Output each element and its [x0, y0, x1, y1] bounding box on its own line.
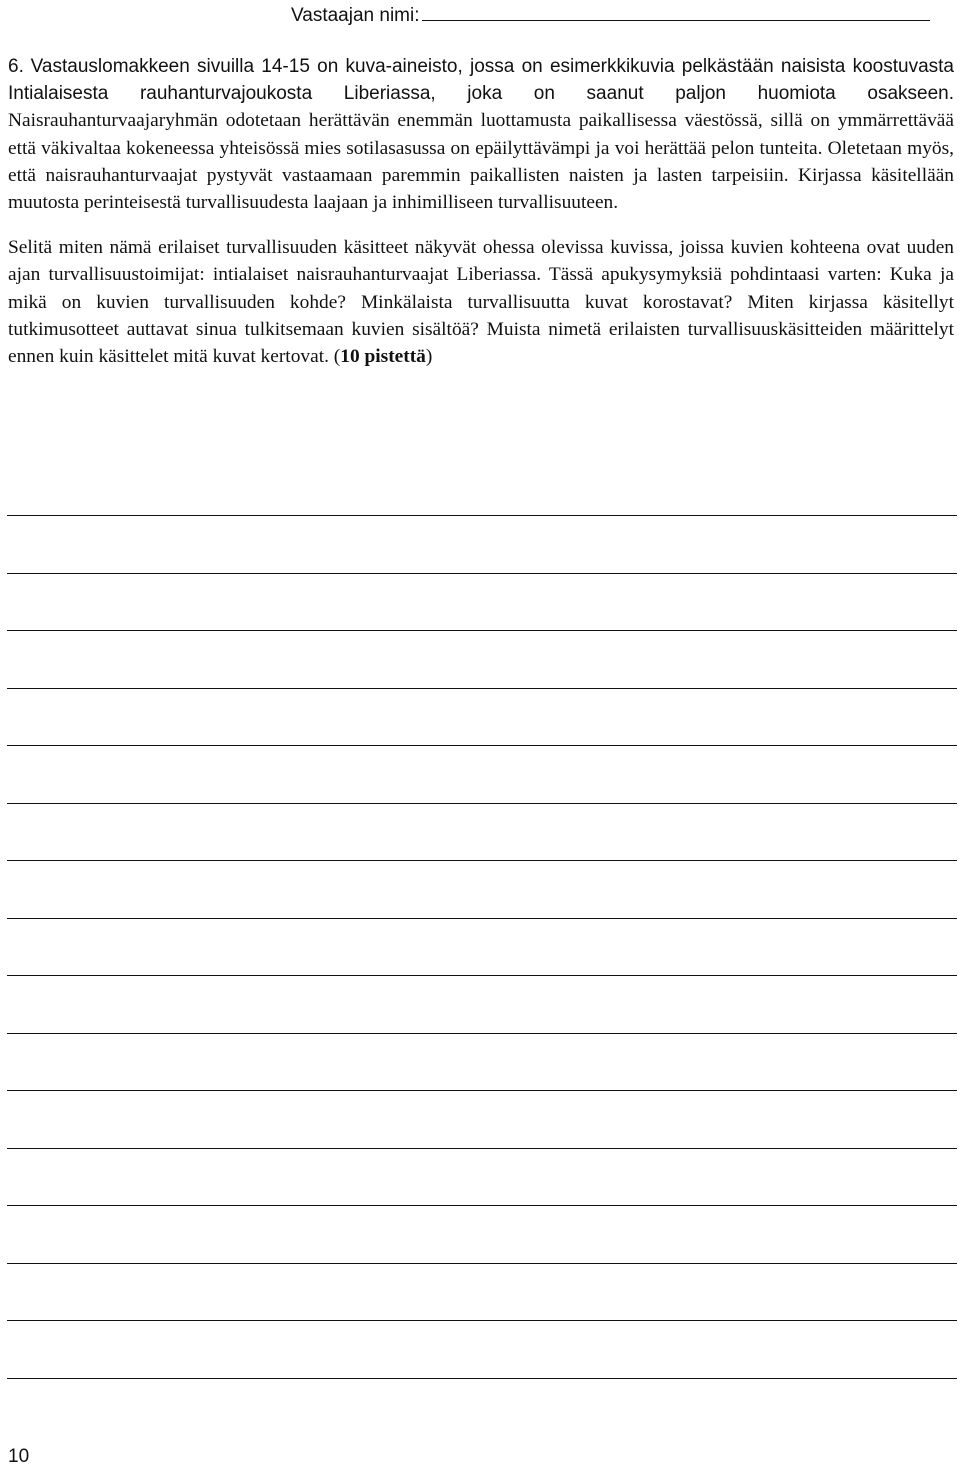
answer-line[interactable] [7, 1090, 957, 1091]
question-lead: Vastauslomakkeen sivuilla 14-15 on kuva-aineisto, jossa on esimerkkikuvia pelkästään naisista koostuvasta Intialaisesta rauhanturvajoukosta Liberiassa, joka on saanut paljon huomiota osakseen. [8, 56, 954, 105]
answer-line[interactable] [7, 860, 957, 861]
answer-line[interactable] [7, 1378, 957, 1379]
respondent-name-label: Vastaajan nimi: [291, 5, 420, 26]
answer-line[interactable] [7, 688, 957, 689]
question-context: Naisrauhanturvaajaryhmän odotetaan herättävän enemmän luottamusta paikallisessa väestössä, sillä on ymmärrettävää että väkivaltaa kokeneessa yhteisössä mies sotilasasussa on epäilyttävämpi ja voi herättää pelon tunteita. Oletetaan myös, että naisrauhanturvaajat pystyvät vastaamaan paremmin paikallisten naisten ja lasten tarpeisiin. Kirjassa käsitellään muutosta perinteisestä turvallisuudesta laajaan ja inhimilliseen turvallisuuteen. [8, 110, 954, 214]
answer-line[interactable] [7, 918, 957, 919]
question-intro-paragraph [8, 53, 954, 216]
question-task-paragraph [8, 234, 954, 370]
respondent-name-header [291, 2, 930, 28]
answer-line[interactable] [7, 515, 957, 516]
question-number: 6. [8, 56, 24, 77]
answer-line[interactable] [7, 1205, 957, 1206]
answer-line[interactable] [7, 1148, 957, 1149]
answer-line[interactable] [7, 573, 957, 574]
question-task: Selitä miten nämä erilaiset turvallisuuden käsitteet näkyvät ohessa olevissa kuvissa, joissa kuvien kohteena ovat uuden ajan turvallisuustoimijat: intialaiset naisrauhanturvaajat Liberiassa. Tässä apukysymyksiä pohdintaasi varten: Kuka ja mikä on kuvien turvallisuuden kohde? Minkälaista turvallisuutta kuvat korostavat? Miten kirjassa käsitellyt tutkimusotteet auttavat sinua tulkitsemaan kuvien sisältöä? Muista nimetä erilaisten turvallisuuskäsitteiden määrittelyt ennen kuin käsittelet mitä kuvat kertovat. [8, 237, 954, 368]
answer-line[interactable] [7, 1033, 957, 1034]
question-points: 10 pistettä [340, 346, 426, 368]
answer-line[interactable] [7, 1263, 957, 1264]
answer-line[interactable] [7, 745, 957, 746]
answer-line[interactable] [7, 1320, 957, 1321]
respondent-name-field[interactable] [422, 2, 930, 21]
answer-line[interactable] [7, 975, 957, 976]
page-number: 10 [8, 1446, 30, 1467]
answer-line[interactable] [7, 630, 957, 631]
answer-line[interactable] [7, 803, 957, 804]
points-close: ) [425, 346, 433, 368]
question-6 [8, 53, 954, 370]
points-open: ( [328, 346, 341, 368]
